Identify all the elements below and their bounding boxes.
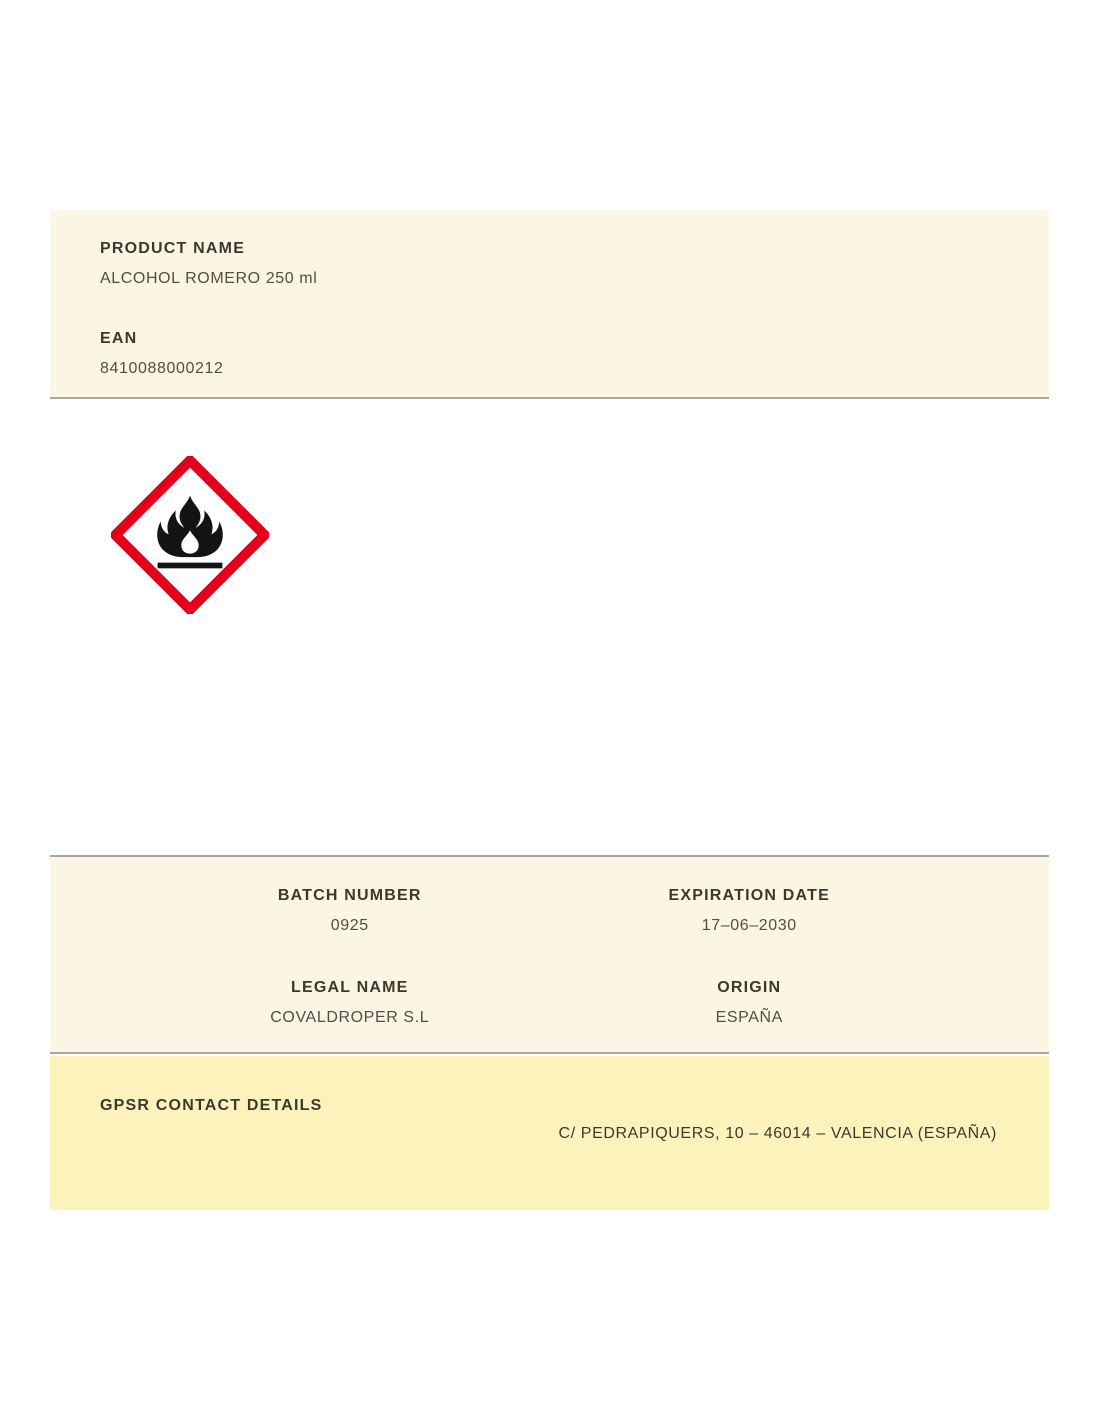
- gpsr-contact-label: GPSR CONTACT DETAILS: [100, 1097, 323, 1114]
- origin-label: ORIGIN: [717, 979, 782, 996]
- expiration-date-label: EXPIRATION DATE: [668, 887, 830, 904]
- legal-name-field: [150, 978, 550, 1028]
- legal-name-label: LEGAL NAME: [291, 979, 409, 996]
- origin-value: ESPAÑA: [715, 1009, 783, 1026]
- legal-name-value: COVALDROPER S.L: [270, 1009, 430, 1026]
- ean-field: [100, 329, 999, 379]
- flame-pictogram-svg: [111, 456, 269, 614]
- expiration-date-value: 17–06–2030: [701, 917, 797, 934]
- origin-field: [550, 978, 950, 1028]
- product-name-field: [100, 239, 999, 289]
- gpsr-contact-address: C/ PEDRAPIQUERS, 10 – 46014 – VALENCIA (ESPAÑA): [558, 1125, 997, 1142]
- ean-label: EAN: [100, 330, 138, 347]
- batch-info-section: [50, 855, 1049, 1054]
- expiration-date-field: [550, 886, 950, 936]
- product-name-label: PRODUCT NAME: [100, 240, 246, 257]
- product-name-value: ALCOHOL ROMERO 250 ml: [100, 270, 318, 287]
- ghs-flammable-pictogram: [111, 456, 269, 614]
- batch-number-value: 0925: [330, 917, 369, 934]
- batch-info-grid: [150, 886, 949, 1028]
- batch-number-field: [150, 886, 550, 936]
- ean-value: 8410088000212: [100, 360, 224, 377]
- flame-base-bar: [158, 563, 223, 569]
- product-info-section: [50, 210, 1049, 399]
- gpsr-contact-section: [50, 1056, 1049, 1210]
- batch-number-label: BATCH NUMBER: [277, 887, 422, 904]
